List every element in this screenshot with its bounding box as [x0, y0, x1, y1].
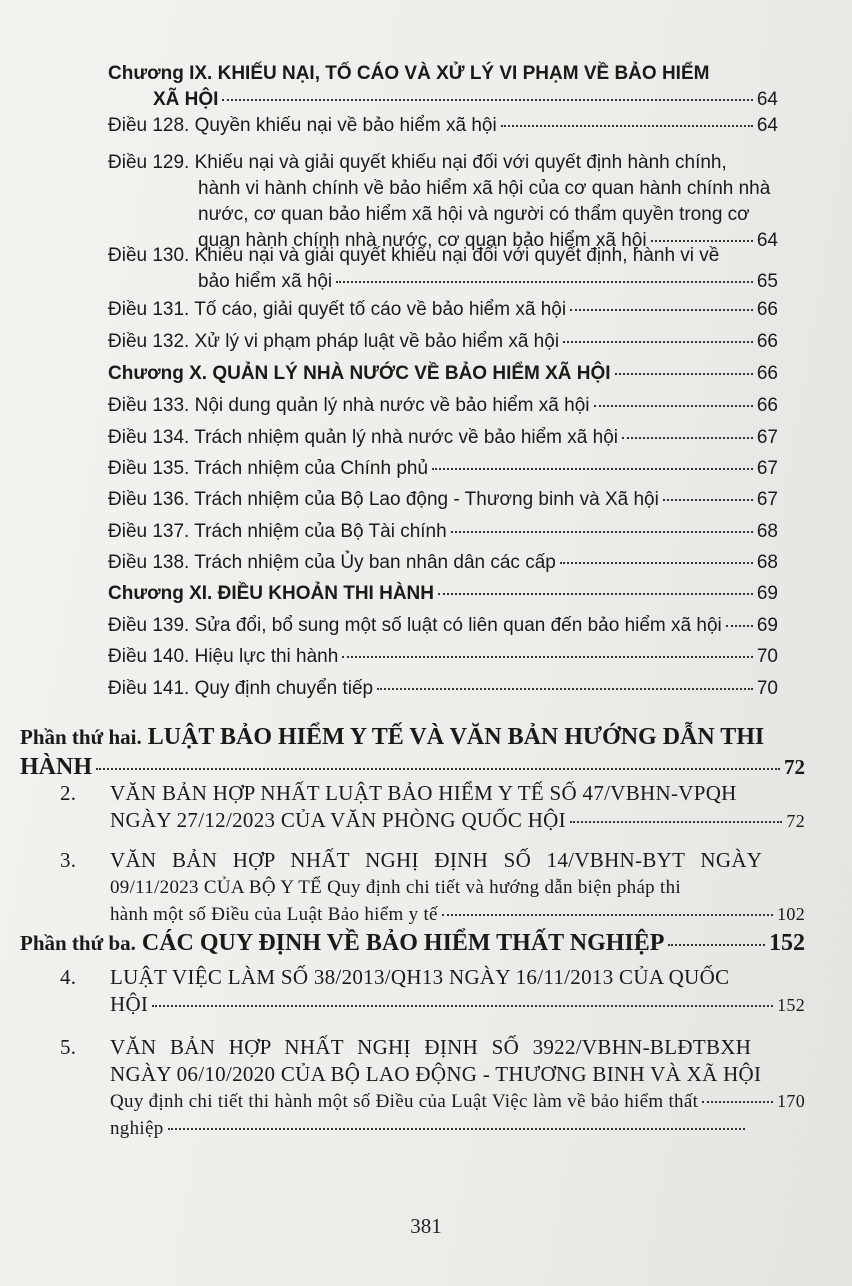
- page-ref: 72: [786, 811, 805, 831]
- leader-dots: [432, 468, 753, 470]
- leader-dots: [622, 437, 753, 439]
- page-ref: 152: [769, 930, 805, 956]
- leader-dots: [651, 240, 753, 242]
- page-ref: 67: [756, 427, 778, 448]
- document-title-cont: NGÀY 27/12/2023 CỦA VĂN PHÒNG QUỐC HỘI: [110, 808, 566, 832]
- page-ref: 69: [756, 583, 778, 604]
- item-number: 3.: [60, 848, 77, 872]
- article-title: Điều 138. Trách nhiệm của Ủy ban nhân dân các cấp: [108, 552, 556, 573]
- article-title-cont: quan hành chính nhà nước, cơ quan bảo hiểm xã hội: [198, 230, 647, 251]
- part-label: Phần thứ ba.: [20, 931, 136, 955]
- document-title-cont: nghiệp: [110, 1118, 164, 1139]
- leader-dots: [377, 688, 753, 690]
- item-number: 4.: [60, 965, 77, 989]
- article-title: Điều 131. Tố cáo, giải quyết tố cáo về bảo hiểm xã hội: [108, 299, 567, 320]
- leader-dots: [342, 656, 753, 658]
- toc-article-137: [108, 519, 778, 545]
- leader-dots: [570, 821, 782, 823]
- toc-article-132: [108, 329, 778, 355]
- toc-article-138: [108, 550, 778, 576]
- article-title: Điều 130. Khiếu nại và giải quyết khiếu nại đối với quyết định, hành vi về: [108, 245, 720, 266]
- leader-dots: [451, 531, 753, 533]
- leader-dots: [726, 625, 753, 627]
- article-title: Điều 139. Sửa đổi, bổ sung một số luật có liên quan đến bảo hiểm xã hội: [108, 615, 722, 636]
- toc-article-136: [108, 487, 778, 513]
- toc-chapter-10: [108, 361, 778, 387]
- leader-dots: [668, 944, 765, 946]
- article-title: Điều 132. Xử lý vi phạm pháp luật về bảo hiểm xã hội: [108, 331, 560, 352]
- page-ref: 70: [756, 678, 778, 699]
- leader-dots: [501, 125, 753, 127]
- article-title: Điều 133. Nội dung quản lý nhà nước về bảo hiểm xã hội: [108, 395, 590, 416]
- page-ref: 152: [777, 995, 805, 1015]
- part-title: LUẬT BẢO HIỂM Y TẾ VÀ VĂN BẢN HƯỚNG DẪN THI: [147, 724, 765, 750]
- toc-document-2: [60, 780, 805, 835]
- leader-dots: [168, 1128, 745, 1130]
- leader-dots: [336, 281, 753, 283]
- leader-dots: [594, 405, 753, 407]
- chapter-title: Chương X. QUẢN LÝ NHÀ NƯỚC VỀ BẢO HIỂM XÃ HỘI: [108, 363, 611, 384]
- page-ref: 72: [784, 755, 805, 779]
- part-label: Phần thứ hai.: [20, 725, 142, 749]
- article-title-cont: bảo hiểm xã hội: [198, 271, 333, 292]
- page-ref: 102: [777, 904, 805, 924]
- leader-dots: [560, 562, 753, 564]
- toc-article-140: [108, 644, 778, 670]
- leader-dots: [152, 1005, 773, 1007]
- page-ref: 67: [756, 458, 778, 479]
- document-title-cont: hành một số Điều của Luật Bảo hiểm y tế: [110, 904, 438, 925]
- toc-part-3: [20, 928, 805, 958]
- document-title: VĂN BẢN HỢP NHẤT NGHỊ ĐỊNH SỐ 3922/VBHN-BLĐTBXH: [110, 1035, 752, 1059]
- leader-dots: [442, 914, 773, 916]
- toc-chapter-11: [108, 581, 778, 607]
- page-number: 381: [410, 1214, 442, 1238]
- toc-article-130: [108, 243, 778, 295]
- toc-article-129: [108, 150, 778, 254]
- toc-chapter-9-title-cont: XÃ HỘI: [153, 89, 219, 110]
- page-ref: 66: [756, 395, 778, 416]
- page-ref: 170: [777, 1091, 805, 1111]
- page-ref: 70: [756, 646, 778, 667]
- page-ref: 68: [756, 521, 778, 542]
- article-title-cont: hành vi hành chính về bảo hiểm xã hội của cơ quan hành chính nhà: [198, 178, 771, 199]
- article-title: Điều 134. Trách nhiệm quản lý nhà nước về bảo hiểm xã hội: [108, 427, 618, 448]
- item-number: 5.: [60, 1035, 77, 1059]
- part-title-cont: HÀNH: [20, 754, 92, 780]
- article-title: Điều 129. Khiếu nại và giải quyết khiếu nại đối với quyết định hành chính,: [108, 152, 727, 173]
- leader-dots: [663, 499, 753, 501]
- page-ref: 67: [756, 489, 778, 510]
- document-title: LUẬT VIỆC LÀM SỐ 38/2013/QH13 NGÀY 16/11/2013 CỦA QUỐC: [110, 965, 730, 989]
- leader-dots: [702, 1101, 773, 1103]
- article-title: Điều 128. Quyền khiếu nại về bảo hiểm xã hội: [108, 115, 497, 136]
- page-ref: 69: [756, 615, 778, 636]
- toc-article-128: [108, 113, 778, 139]
- document-title-cont: HỘI: [110, 992, 149, 1016]
- toc-document-4: [60, 964, 805, 1019]
- toc-article-134: [108, 425, 778, 451]
- toc-part-2: [20, 722, 805, 782]
- page-ref: 64: [756, 115, 778, 136]
- page-ref: 64: [756, 230, 778, 251]
- leader-dots: [563, 341, 753, 343]
- article-title: Điều 140. Hiệu lực thi hành: [108, 646, 339, 667]
- toc-article-141: [108, 676, 778, 702]
- leader-dots: [570, 309, 753, 311]
- document-title: VĂN BẢN HỢP NHẤT NGHỊ ĐỊNH SỐ 14/VBHN-BYT NGÀY: [110, 848, 763, 872]
- chapter-title: Chương XI. ĐIỀU KHOẢN THI HÀNH: [108, 583, 434, 604]
- page-ref: 68: [756, 552, 778, 573]
- page-ref: 66: [756, 299, 778, 320]
- page-ref: 64: [756, 89, 778, 110]
- page-ref: 66: [756, 363, 778, 384]
- document-title-cont: NGÀY 06/10/2020 CỦA BỘ LAO ĐỘNG - THƯƠNG BINH VÀ XÃ HỘI: [110, 1062, 762, 1086]
- item-number: 2.: [60, 781, 77, 805]
- document-title-cont: Quy định chi tiết thi hành một số Điều của Luật Việc làm về bảo hiểm thất: [110, 1091, 699, 1112]
- toc-document-5: [60, 1034, 805, 1142]
- toc-article-139: [108, 613, 778, 639]
- article-title: Điều 136. Trách nhiệm của Bộ Lao động - Thương binh và Xã hội: [108, 489, 659, 510]
- part-title: CÁC QUY ĐỊNH VỀ BẢO HIỂM THẤT NGHIỆP: [141, 930, 665, 956]
- leader-dots: [96, 768, 780, 770]
- article-title: Điều 135. Trách nhiệm của Chính phủ: [108, 458, 429, 479]
- toc-article-131: [108, 297, 778, 323]
- toc-chapter-9-title: Chương IX. KHIẾU NẠI, TỐ CÁO VÀ XỬ LÝ VI PHẠM VỀ BẢO HIỂM: [108, 63, 710, 84]
- article-title: Điều 141. Quy định chuyển tiếp: [108, 678, 374, 699]
- leader-dots: [222, 99, 752, 101]
- document-title-cont: 09/11/2023 CỦA BỘ Y TẾ Quy định chi tiết và hướng dẫn biện pháp thi: [110, 877, 681, 898]
- article-title: Điều 137. Trách nhiệm của Bộ Tài chính: [108, 521, 447, 542]
- leader-dots: [438, 593, 753, 595]
- article-title-cont: nước, cơ quan bảo hiểm xã hội và người có thẩm quyền trong cơ: [198, 204, 750, 225]
- toc-chapter-9: [108, 61, 778, 113]
- toc-article-135: [108, 456, 778, 482]
- toc-article-133: [108, 393, 778, 419]
- leader-dots: [615, 373, 753, 375]
- toc-document-3: [60, 847, 805, 928]
- page-ref: 66: [756, 331, 778, 352]
- document-title: VĂN BẢN HỢP NHẤT LUẬT BẢO HIỂM Y TẾ SỐ 47/VBHN-VPQH: [110, 781, 737, 805]
- page-ref: 65: [756, 271, 778, 292]
